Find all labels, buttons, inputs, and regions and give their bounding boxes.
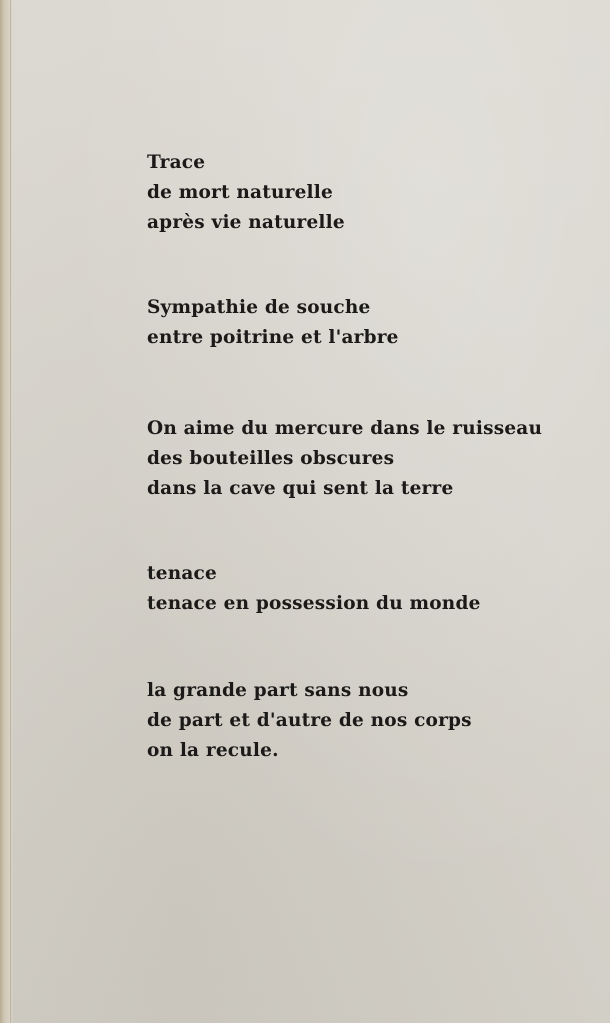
poem-line: On aime du mercure dans le ruisseau [147,418,543,439]
poem-line: tenace [147,563,217,584]
poem-line: on la recule. [147,740,279,761]
poem-line: entre poitrine et l'arbre [147,327,399,348]
stanza-2 [147,293,587,353]
poem-line: de part et d'autre de nos corps [147,710,472,731]
poem-line: tenace en possession du monde [147,593,481,614]
poem-line: Trace [147,152,206,173]
stanza-5 [147,676,587,766]
poem-line: la grande part sans nous [147,680,409,701]
poem-line: Sympathie de souche [147,297,371,318]
poem-line: après vie naturelle [147,212,345,233]
poem-line: dans la cave qui sent la terre [147,478,454,499]
stanza-1 [147,148,587,238]
poem-line: de mort naturelle [147,182,333,203]
stanza-4 [147,559,587,619]
stanza-3 [147,414,587,504]
binding-crease [10,0,11,1023]
page-binding-edge [0,0,14,1023]
poem-line: des bouteilles obscures [147,448,395,469]
